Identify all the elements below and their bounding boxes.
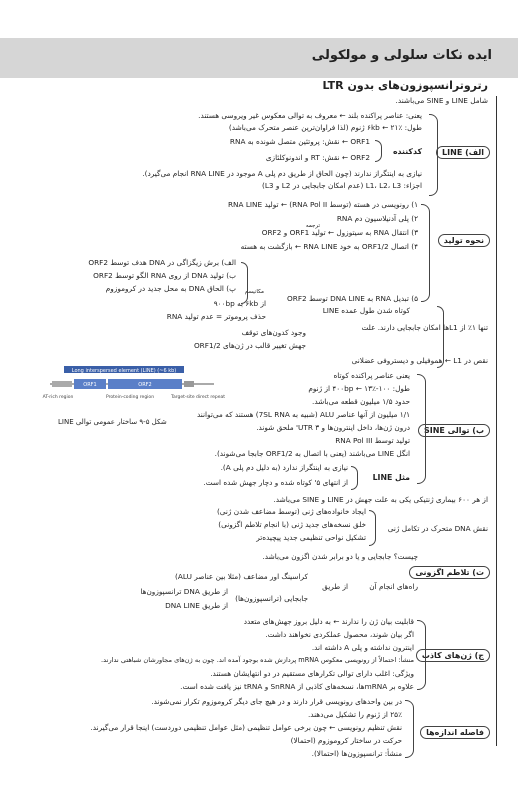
polya-box	[184, 381, 194, 387]
evolution-item: تشکیل نواحی تنظیمی جدید پیچیده‌تر	[256, 533, 366, 542]
line-item: یعنی: عناصر پراکنده بلند ← معروف به توالی معکوس غیر ویروسی هستند.	[198, 111, 422, 120]
spacer-item: نقش تنظیم رونویسی ← چون برخی عوامل تنظیمی (مثل عوامل تنظیمی دوردست) اینجا قرار می‌گیرند.	[90, 723, 402, 732]
kodkonande-label: کدکننده	[392, 147, 422, 156]
exon-sub-sub-item: از طریق DNA LINE	[165, 601, 228, 610]
cause-item: وجود کدون‌های توقف	[241, 328, 306, 337]
brace-kod	[375, 140, 382, 162]
figure-right-label: Target-site direct repeat	[170, 395, 226, 400]
brace-spacer	[405, 700, 414, 758]
chapter-header-band	[0, 38, 518, 78]
figure-mid-label: Protein-coding region	[105, 395, 155, 400]
category-exon-shuffling: ت) تلاطم اگزونی	[409, 566, 490, 579]
brace-mechanism	[241, 262, 248, 304]
pseudo-item: علاوه بر mRNAها، نسخه‌های کاذبی از SnRNA و tRNA نیز یافت شده است.	[180, 682, 414, 691]
dna-role-line: نقش DNA متحرک در تکامل ژنی	[387, 524, 488, 533]
mechanism-item: الف) برش زیگزاگی در DNA هدف توسط ORF2	[88, 258, 236, 267]
at-rich-box	[52, 381, 72, 387]
line-item: ORF2 ← نقش: RT و اندونوکلئازی	[265, 153, 370, 162]
exon-item: راه‌های انجام آن	[369, 582, 418, 591]
shortening-item: کوتاه شدن طول عمده LINE	[322, 306, 410, 315]
exon-via: از طریق	[322, 582, 348, 591]
orf2-label: ORF2	[138, 382, 152, 388]
category-spacer: فاصله اندازه‌ها	[420, 726, 490, 739]
category-line: الف) LINE	[436, 146, 490, 159]
line-item: ORF1 ← نقش: پروتئین متصل شونده به RNA	[229, 137, 370, 146]
category-sine: ب) توالی SINE	[418, 424, 490, 437]
sine-item: تولید توسط RNA Pol III	[335, 436, 410, 445]
spacer-item: حرکت در ساختار کروموزوم (احتمالا)	[290, 736, 402, 745]
spacer-item: در بین واحدهای رونویسی قرار دارند و در هیچ جای دیگر کروموزوم تکرار نمی‌شوند.	[151, 697, 402, 706]
exon-sub-sub-item: از طریق DNA ترانسپوزون‌ها	[140, 587, 228, 596]
step-item: ۱) رونویسی در هسته (توسط RNA Pol II) ← تولید RNA LINE	[227, 200, 418, 209]
sine-item: طول: ۱۰۰-۴۰۰bp ← ۱۳٪ از ژنوم	[308, 384, 410, 393]
step-item: ۴) اتصال ORF1/2 به خود RNA LINE ← بازگشت به هسته	[240, 242, 418, 251]
figure-left-label: AT-rich region	[42, 395, 74, 400]
section-title: رتروترانسپوزون‌های بدون LTR	[322, 79, 488, 92]
pseudo-item: قابلیت بیان ژن را ندارند ← به دلیل بروز جهش‌های متعدد	[243, 617, 414, 626]
exon-sub-item: جابجایی (ترانسپوزون‌ها)	[235, 594, 308, 603]
orf1-label: ORF1	[83, 382, 97, 388]
pseudo-item: منشأ: احتمالاً از رونویسی معکوس mRNA پردازش شده بوجود آمده اند. چون به ژن‌های مجاورشان شباهتی ندارند.	[101, 656, 414, 664]
shortening-detail: از ۶kb به ۹۰۰bp	[213, 299, 266, 308]
category-production: نحوه تولید	[438, 234, 490, 247]
category-pseudogenes: ج) ژن‌های کاذب	[416, 649, 490, 662]
sine-item: درون ژن‌ها، داخل اینترون‌ها و UTR ۳' ملحق شوند.	[256, 423, 410, 432]
line-item: طول: ۶kb ← ۲۱٪ ژنوم (لذا فراوان‌ترین عنصر متحرک می‌باشد)	[228, 123, 422, 132]
line-item: نیازی به اینتگراز ندارند (چون الحاق از طریق دم پلی A موجود در RNA LINE انجام می‌گیرد).	[142, 169, 422, 178]
disease-line: از هر ۶۰۰ بیماری ژنتیکی یکی به علت جهش در LINE و SINE می‌باشد.	[273, 495, 488, 504]
only-one-percent: تنها ۱٪ از L1ها امکان جابجایی دارند. علت	[361, 323, 488, 332]
sine-item: حدود ۱/۵ میلیون قطعه می‌باشد.	[312, 397, 410, 406]
mechanism-note: مکانیسم	[244, 289, 264, 295]
figure-title: Long interspersed element (LINE) (~6 kb)	[71, 368, 177, 374]
exon-item: چیست؟ جابجایی و یا دو برابر شدن اگزون می‌باشد.	[262, 552, 418, 561]
step-item: ۵) تبدیل RNA به DNA LINE توسط ORF2	[287, 294, 418, 303]
brace-production	[421, 204, 430, 302]
sine-item: ۱/۱ میلیون از آنها عناصر ALU (شبیه به 7SL RNA) هستند که می‌توانند	[196, 410, 410, 419]
figure-caption: شکل ۵-۹ ساختار عمومی توالی LINE	[58, 418, 167, 426]
line-diagram	[42, 364, 226, 419]
evolution-item: ایجاد خانواده‌های ژنی (توسط مضاعف شدن ژنی)	[216, 507, 366, 516]
brace-like-line	[351, 466, 358, 490]
evolution-item: خلق نسخه‌های جدید ژنی (با انجام تلاطم اگزونی)	[218, 520, 366, 529]
sine-item: یعنی عناصر پراکنده کوتاه	[333, 371, 410, 380]
pseudo-item: اگر بیان شوند، محصول عملکردی نخواهند داشت.	[265, 630, 414, 639]
like-line-item: از انتهای ۵' کوتاه شده و دچار جهش شده است.	[203, 478, 348, 487]
sine-item: انگل LINE می‌باشند (یعنی با اتصال به ORF1/2 جابجا می‌شوند).	[214, 449, 410, 458]
mechanism-item: پ) الحاق DNA به محل جدید در کروموزوم	[105, 284, 236, 293]
shortening-detail: حذف پروموتر = عدم تولید RNA	[166, 312, 266, 321]
exon-sub-item: کراسینگ اور مضاعف (مثلا بین عناصر ALU)	[175, 572, 308, 581]
main-tree-line	[496, 96, 497, 746]
line-item: اجزاء: L1، L2، L3 (عدم امکان جابجایی در L2 و L3)	[261, 181, 422, 190]
line-structure-figure	[42, 364, 226, 419]
step-item: ۳) انتقال RNA به سیتوزول ← تولید ORF1 و ORF2	[261, 228, 418, 237]
brace-sine	[417, 374, 426, 484]
spacer-item: منشأ: ترانسپوزون‌ها (احتمالا).	[311, 749, 402, 758]
like-line-item: نیازی به اینتگراز ندارد (به دلیل دم پلی A).	[220, 463, 348, 472]
step-item: ۲) پلی آدنیلاسیون دم RNA	[336, 214, 418, 223]
brace-line	[429, 114, 438, 196]
pseudo-item: اینترون نداشته و پلی A داشته اند.	[311, 643, 414, 652]
translation-note: ترجمه	[305, 223, 320, 229]
brace-pseudogenes	[417, 620, 426, 690]
brace-evolution	[369, 510, 376, 546]
like-line-label: مثل LINE	[372, 473, 410, 482]
spacer-item: ۲۵٪ از ژنوم را تشکیل می‌دهند.	[307, 710, 402, 719]
defect-line: نقص در L1 ← هموفیلی و دیستروفی عضلانی	[351, 356, 488, 365]
chapter-title: ایده نکات سلولی و مولکولی	[311, 48, 492, 63]
intro-line: شامل LINE و SINE می‌باشند.	[395, 96, 488, 105]
mechanism-item: ب) تولید DNA از روی RNA الگو توسط ORF2	[93, 271, 236, 280]
cause-item: جهش تغییر قالب در ژن‌های ORF1/2	[193, 341, 306, 350]
pseudo-item: ویژگی: اغلب دارای توالی تکرارهای مستقیم در دو انتهایشان هستند.	[210, 669, 414, 678]
